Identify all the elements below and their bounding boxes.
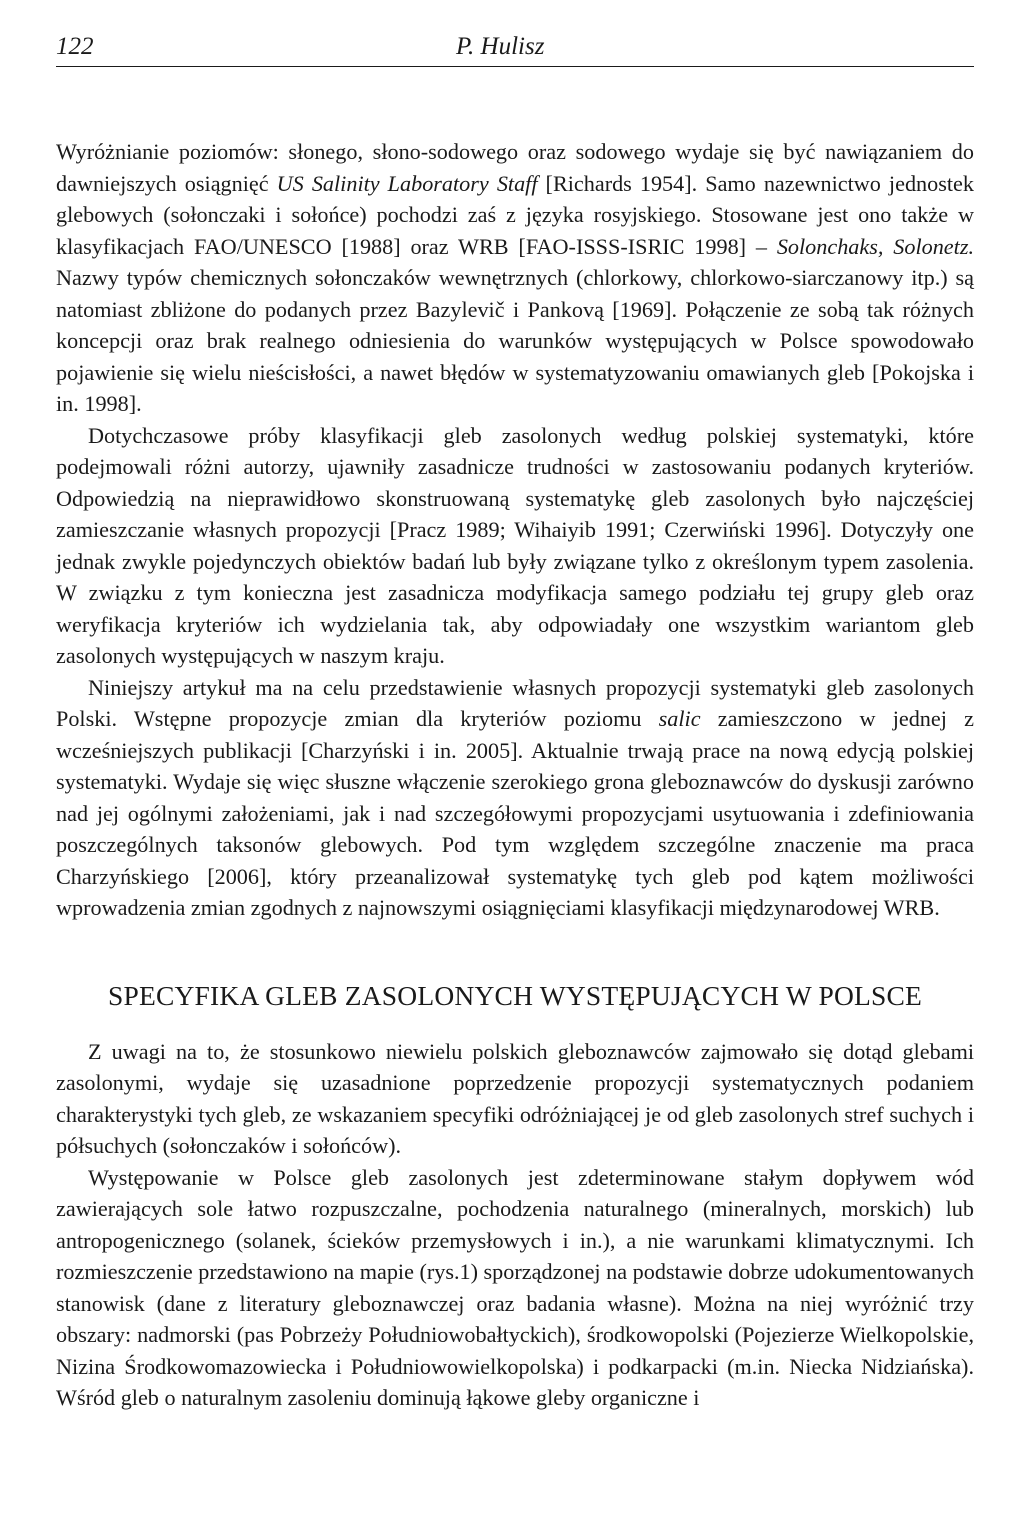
page-number: 122 — [56, 33, 94, 60]
paragraph-2: Dotychczasowe próby klasyfikacji gleb zasolonych według polskiej systematyki, które podejmowali różni autorzy, ujawniły zasadnicze trudności w zastosowaniu podanych kryteriów. Odpowiedzią na nieprawidłowo skonstruowaną systematykę gleb zasolonych było najczęściej zamieszczanie własnych propozycji [Pracz 1989; Wihaiyib 1991; Czerwiński 1996]. Dotyczyły one jednak zwykle pojedynczych obiektów badań lub były związane tylko z określonym typem zasolenia. W związku z tym konieczna jest zasadnicza modyfikacja samego podziału tej grupy gleb oraz weryfikacja kryteriów ich wydzielania tak, aby odpowiadały one wszystkim wariantom gleb zasolonych występujących w naszym kraju. — [56, 422, 974, 668]
paragraph-1-italic-b: Solonchaks, Solonetz. — [776, 233, 974, 259]
paragraph-3-text-a: Niniejszy artykuł ma na celu przedstawienie własnych propozycji systematyki gleb zasolonych Polski. Wstępne propozycje zmian dla kryteriów poziomu — [56, 674, 974, 731]
paragraph-3 — [56, 672, 974, 924]
running-header — [56, 30, 974, 70]
paragraph-1-italic-a: US Salinity Laboratory Staff — [276, 170, 538, 196]
paragraph-4: Z uwagi na to, że stosunkowo niewielu polskich gleboznawców zajmowało się dotąd glebami zasolonymi, wydaje się uzasadnione poprzedzenie propozycji systematycznych podaniem charakterystyki tych gleb, ze wskazaniem specyfiki odróżniającej je od gleb zasolonych stref suchych i półsuchych (sołonczaków i sołońców). — [56, 1038, 974, 1158]
running-author: P. Hulisz — [456, 33, 545, 60]
paragraph-3-italic-a: salic — [658, 706, 701, 731]
paragraph-3-text-b: zamieszczono w jednej z wcześniejszych publikacji [Charzyński i in. 2005]. Aktualnie trwają prace na nową edycją polskiej systematyki. Wydaje się więc słuszne włączenie szerokiego grona gleboznawców do dyskusji zarówno nad jej ogólnymi założeniami, jak i nad szczegółowymi propozycjami usytuowania i zdefiniowania poszczególnych taksonów glebowych. Pod tym względem szczególne znaczenie ma praca Charzyńskiego [2006], który przeanalizował systematykę tych gleb pod kątem możliwości wprowadzenia zmian zgodnych z najnowszymi osiągnięciami klasyfikacji międzynarodowej WRB. — [56, 706, 974, 920]
paragraph-1 — [56, 136, 974, 420]
paragraph-5: Występowanie w Polsce gleb zasolonych jest zdeterminowane stałym dopływem wód zawierających sole łatwo rozpuszczalne, pochodzenia naturalnego (mineralnych, morskich) lub antropogenicznego (solanek, ścieków przemysłowych i in.), a nie warunkami klimatycznymi. Ich rozmieszczenie przedstawiono na mapie (rys.1) sporządzonej na podstawie dobrze udokumentowanych stanowisk (dane z literatury gleboznawczej oraz badania własne). Można na niej wyróżnić trzy obszary: nadmorski (pas Pobrzeży Południowobałtyckich), środkowopolski (Pojezierze Wielkopolskie, Nizina Środkowomazowiecka i Południowowielkopolska) i podkarpacki (m.in. Niecka Nidziańska). Wśród gleb o naturalnym zasoleniu dominują łąkowe gleby organiczne i — [56, 1164, 974, 1410]
paragraph-1-text-b: [Richards 1954]. Samo nazewnictwo jednostek glebowych (sołonczaki i sołońce) pochodzi zaś z języka rosyjskiego. Stosowane jest ono także w klasyfikacjach FAO/UNESCO [1988] oraz WRB [FAO-ISSS-ISRIC 1998] – — [56, 170, 974, 259]
section-heading: SPECYFIKA GLEB ZASOLONYCH WYSTĘPUJĄCYCH W POLSCE — [107, 979, 923, 1011]
document-page — [56, 30, 974, 1414]
paragraph-1-text-a: Wyróżnianie poziomów: słonego, słono-sodowego oraz sodowego wydaje się być nawiązaniem do dawniejszych osiągnięć — [56, 139, 974, 196]
paragraph-1-text-c: Nazwy typów chemicznych sołonczaków wewnętrznych (chlorkowy, chlorkowo-siarczanowy itp.) są natomiast zbliżone do podanych przez Bazylevič i Pankovą [1969]. Połączenie ze sobą tak różnych koncepcji oraz brak realnego odniesienia do warunków występujących w Polsce spowodowało pojawienie się wielu nieścisłości, a nawet błędów w systematyzowaniu omawianych gleb [Pokojska i in. 1998]. — [56, 265, 974, 416]
header-rule — [56, 66, 974, 67]
body-text — [56, 136, 974, 1414]
